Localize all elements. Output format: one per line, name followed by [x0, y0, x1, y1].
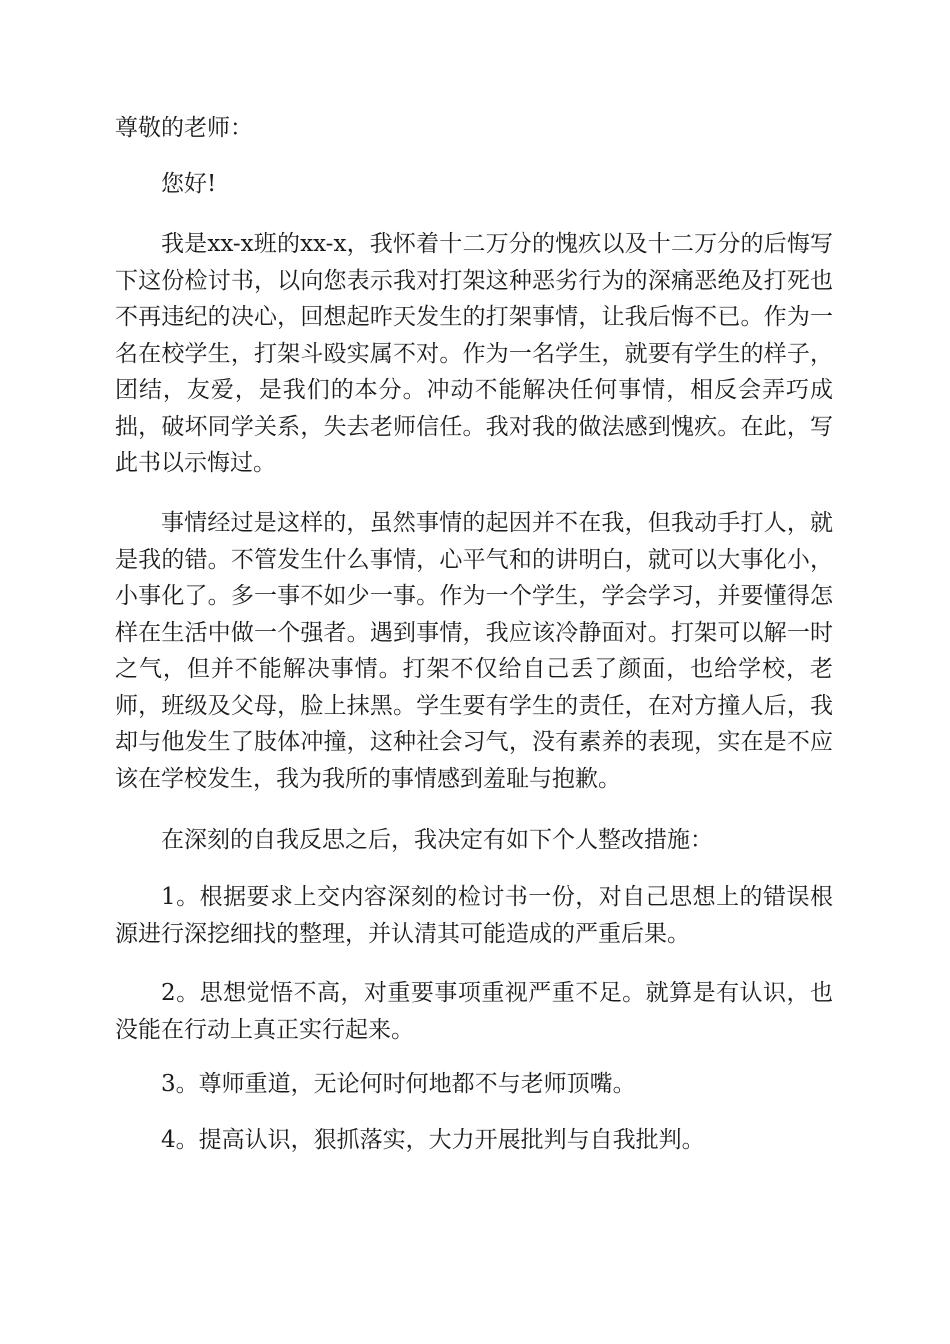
measure-item-4: 4。提高认识，狠抓落实，大力开展批判与自我批判。	[161, 1127, 705, 1153]
greeting: 您好!	[161, 171, 217, 197]
salutation: 尊敬的老师：	[115, 115, 253, 141]
paragraph-incident: 事情经过是这样的，虽然事情的起因并不在我，但我动手打人，就是我的错。不管发生什么事情，心平气和的讲明白，就可以大事化小，小事化了。多一事不如少一事。作为一个学生，学会学习，并要懂得怎样在生活中做一个强者。遇到事情，我应该冷静面对。打架可以解一时之气，但并不能解决事情。打架不仅给自己丢了颜面，也给学校，老师，班级及父母，脸上抹黑。学生要有学生的责任，在对方撞人后，我却与他发生了肢体冲撞，这种社会习气，没有素养的表现，实在是不应该在学校发生，我为我所的事情感到羞耻与抱歉。	[115, 510, 833, 792]
paragraph-apology: 我是xx-x班的xx-x，我怀着十二万分的愧疚以及十二万分的后悔写下这份检讨书，以向您表示我对打架这种恶劣行为的深痛恶绝及打死也不再违纪的决心，回想起昨天发生的打架事情，让我后悔不已。作为一名在校学生，打架斗殴实属不对。作为一名学生，就要有学生的样子，团结，友爱，是我们的本分。冲动不能解决任何事情，相反会弄巧成拙，破坏同学关系，失去老师信任。我对我的做法感到愧疚。在此，写此书以示悔过。	[115, 231, 833, 476]
measure-item-2: 2。思想觉悟不高，对重要事项重视严重不足。就算是有认识，也没能在行动上真正实行起来。	[115, 980, 833, 1043]
paragraph-measures-intro: 在深刻的自我反思之后，我决定有如下个人整改措施：	[161, 827, 713, 853]
measure-item-1: 1。根据要求上交内容深刻的检讨书一份，对自己思想上的错误根源进行深挖细找的整理，并认清其可能造成的严重后果。	[115, 884, 833, 947]
measure-item-3: 3。尊师重道，无论何时何地都不与老师顶嘴。	[161, 1071, 636, 1097]
